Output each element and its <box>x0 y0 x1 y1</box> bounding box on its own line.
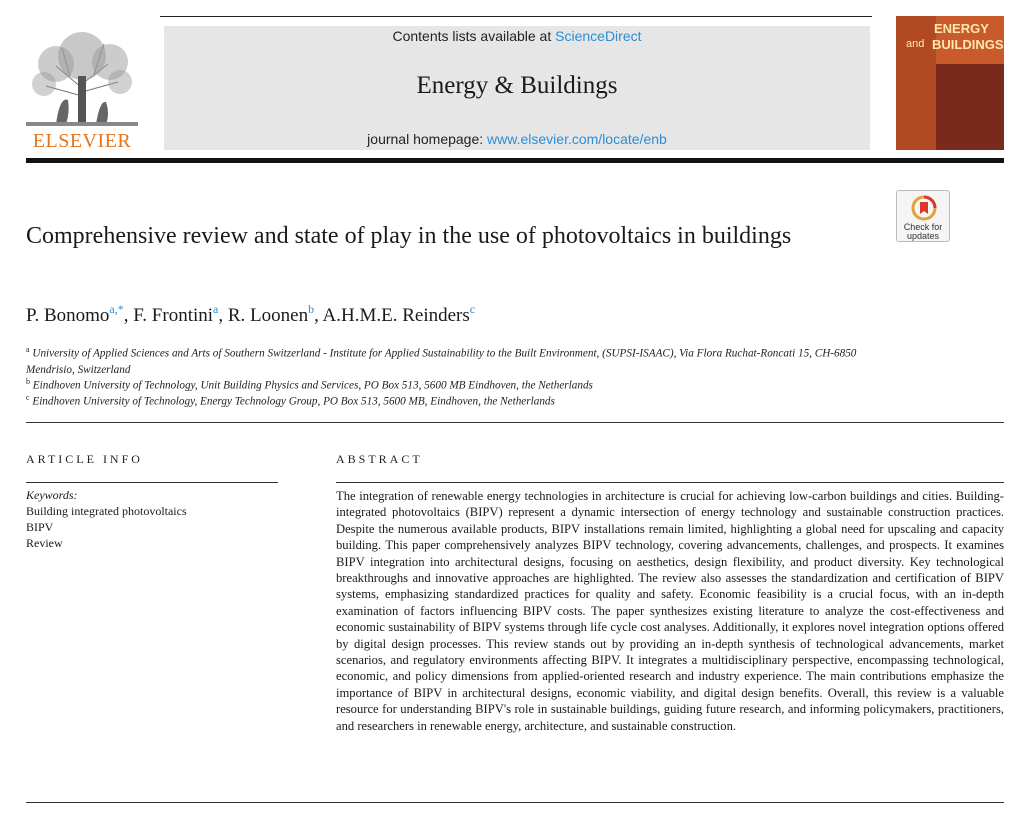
cover-word-buildings: BUILDINGS <box>932 37 1004 52</box>
contents-line <box>164 28 870 44</box>
homepage-prefix: journal homepage: <box>367 131 484 147</box>
affiliation-a <box>26 342 906 378</box>
homepage-line <box>164 131 870 147</box>
cover-photo <box>936 64 1004 150</box>
author-affil-sup[interactable]: b <box>308 302 315 316</box>
bottom-rule <box>26 802 1004 803</box>
keyword-item: BIPV <box>26 520 54 534</box>
contents-prefix: Contents lists available at <box>392 28 552 44</box>
author-name[interactable]: A.H.M.E. Reinders <box>322 305 470 326</box>
author-name[interactable]: F. Frontini <box>133 305 214 326</box>
keyword-item: Building integrated photovoltaics <box>26 504 187 518</box>
affiliation-sup: c <box>26 393 30 402</box>
author-affil-sup[interactable]: a,* <box>109 302 124 316</box>
section-divider <box>26 422 1004 423</box>
journal-title: Energy & Buildings <box>416 72 618 99</box>
affiliation-c <box>26 390 906 410</box>
abstract-heading: ABSTRACT <box>336 452 423 466</box>
journal-banner <box>164 26 870 150</box>
author-list: P. Bonomo$^{a,*}$, F. Frontini$^a$, R. Loonen$^b$, A.H.M.E. Reinders$^c$ <box>26 302 476 326</box>
check-for-updates-button[interactable] <box>896 190 950 242</box>
journal-homepage-link[interactable]: www.elsevier.com/locate/enb <box>487 131 667 147</box>
article-info-heading: ARTICLE INFO <box>26 452 143 466</box>
affiliation-text: University of Applied Sciences and Arts of Southern Switzerland - Institute for Applied Sustainability to the Built Environment, (SUPSI-ISAAC), Via Flora Ruchat-Roncati 15, CH-6850 Mendrisio, Switzerland <box>26 347 857 376</box>
affiliation-text: Eindhoven University of Technology, Unit Building Physics and Services, PO Box 513, 5600 MB Eindhoven, the Netherlands <box>32 379 593 392</box>
author-affil-sup[interactable]: a <box>213 302 219 316</box>
cover-word-and: and <box>906 38 925 50</box>
check-updates-line2: updates <box>906 231 940 241</box>
check-updates-line1: Check for <box>903 222 943 232</box>
affiliation-sup: a <box>26 345 30 354</box>
affiliation-text: Eindhoven University of Technology, Energy Technology Group, PO Box 513, 5600 MB, Eindhoven, the Netherlands <box>32 395 555 408</box>
abstract-text: The integration of renewable energy technologies in architecture is crucial for achieving low-carbon buildings and cities. Building-integrated photovoltaics (BIPV) represent a dynamic intersection of energy technology and sustainable construction practices. Despite the numerous available products, BIPV installations remain limited, highlighting a global need for upscaling and capacity building. This paper comprehensively analyzes BIPV technology, covering advancements, challenges, and prospects. It examines BIPV integration into architectural designs, focusing on aesthetics, design flexibility, and product diversity. Key technological breakthroughs and innovative approaches are highlighted. The review also assesses the standardization and certification of BIPV systems, emphasizing standardized practices for quality and safety. Economic feasibility is a crucial focus, with an in-depth examination of factors influencing BIPV costs. The paper synthesizes existing literature to analyze the cost-effectiveness and economic sustainability of BIPV systems through life cycle cost analyses. Additionally, it explores novel integration options offered by digital design processes. This review stands out by providing an in-depth synthesis of technological advancements, market scenarios, and regulatory environments affecting BIPV. It integrates a multidisciplinary perspective, encompassing technological, economic, and policy dimensions from applied-oriented research and industry experience. The main contributions emphasize the importance of BIPV in architectural designs, economic viability, and digital design benefits. Overall, this review is a valuable resource for understanding BIPV's role in sustainable buildings, guiding future research, and informing policymakers, practitioners, and researchers in renewable energy, architecture, and sustainable construction. <box>336 489 1004 733</box>
check-updates-label <box>897 223 949 241</box>
journal-cover[interactable] <box>896 16 1004 150</box>
article-info-rule <box>26 482 278 483</box>
top-rule <box>160 16 872 17</box>
publisher-name: ELSEVIER <box>32 130 132 152</box>
publisher-logo[interactable] <box>26 26 138 150</box>
author-name[interactable]: P. Bonomo <box>26 305 110 326</box>
keyword-item: Review <box>26 536 63 550</box>
cover-strip <box>896 16 936 150</box>
author-name[interactable]: R. Loonen <box>227 305 309 326</box>
sciencedirect-link[interactable]: ScienceDirect <box>555 28 642 44</box>
abstract-rule <box>336 482 1004 483</box>
author-affil-sup[interactable]: c <box>469 302 476 316</box>
affiliation-sup: b <box>26 377 30 386</box>
keywords-label: Keywords: <box>26 488 78 502</box>
elsevier-tree-icon <box>26 26 138 126</box>
check-updates-icon <box>911 195 937 221</box>
header-thick-rule <box>26 158 1004 163</box>
cover-word-energy: ENERGY <box>934 21 989 36</box>
article-title: Comprehensive review and state of play in the use of photovoltaics in buildings <box>26 223 792 249</box>
